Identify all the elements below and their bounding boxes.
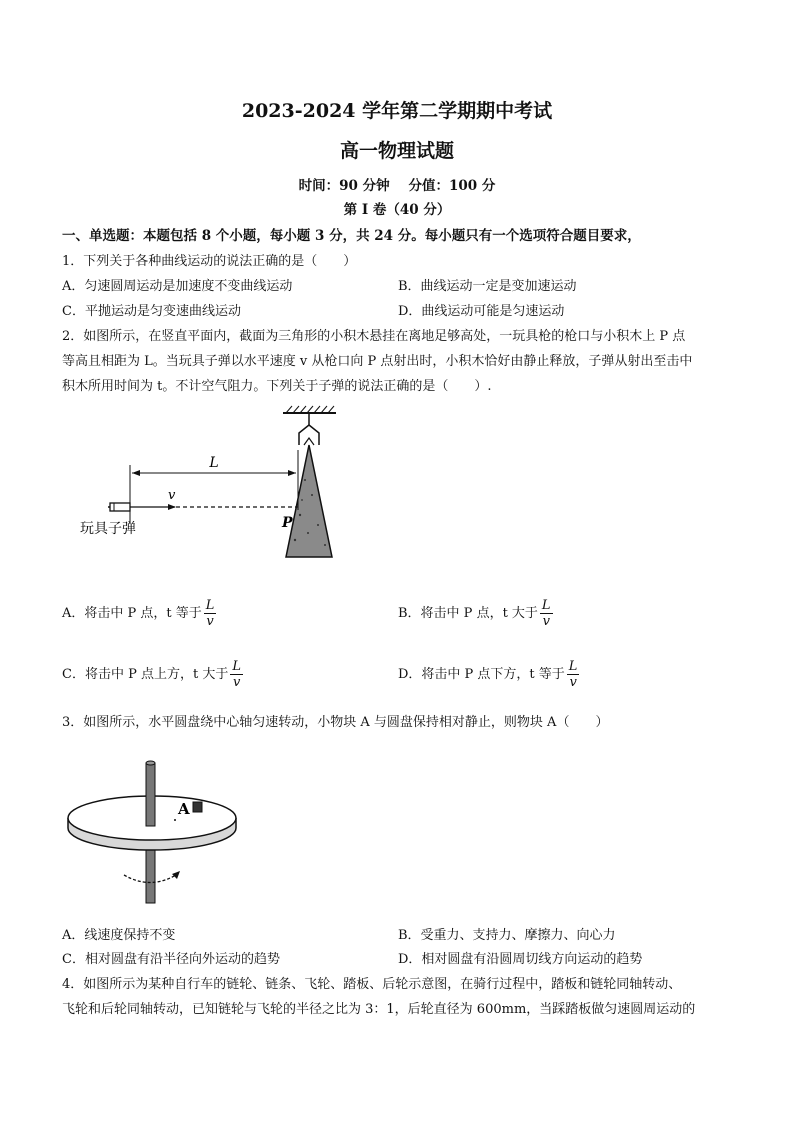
toy-gun-icon: [110, 503, 130, 511]
q2-figure: [80, 405, 350, 570]
q4-stem-line1: 4．如图所示为某种自行车的链轮、链条、飞轮、踏板、后轮示意图，在骑行过程中，踏板和链轮同轴转动、: [62, 977, 682, 992]
q2-option-c: C．将击中 P 点上方，t 大于 $\frac{L}{v}$: [62, 659, 241, 690]
q2-stem-line1: 2．如图所示，在竖直平面内，截面为三角形的小积木悬挂在离地足够高处，一玩具枪的枪口与小积木上 P 点: [62, 329, 686, 344]
q3-option-a: A．线速度保持不变: [62, 928, 176, 943]
q1-option-a: A．匀速圆周运动是加速度不变曲线运动: [62, 279, 293, 294]
q1-stem: 1．下列关于各种曲线运动的说法正确的是（ ）: [62, 254, 357, 269]
q2-stem-line3: 积木所用时间为 t。不计空气阻力。下列关于子弹的说法正确的是（ ）.: [62, 379, 492, 394]
exam-title: 2023-2024 学年第二学期期中考试: [241, 100, 553, 122]
triangle-block: [286, 445, 332, 557]
q4-stem-line2: 飞轮和后轮同轴转动，已知链轮与飞轮的半径之比为 3：1，后轮直径为 600mm，当踩踏板做匀速圆周运动的: [62, 1002, 696, 1017]
block-a: [193, 802, 202, 812]
q3-figure: [62, 758, 252, 908]
q1-option-b: B．曲线运动一定是变加速运动: [398, 279, 577, 294]
label-A: A: [178, 800, 190, 818]
fraction-l-over-v: $\frac{L}{v}$: [232, 659, 241, 690]
q2-option-a: A．将击中 P 点，t 等于 $\frac{L}{v}$: [62, 598, 215, 629]
q2-stem-line2: 等高且相距为 L。当玩具子弹以水平速度 v 从枪口向 P 点射出时，小积木恰好由静止释放，子弹从射出至击中: [62, 354, 693, 369]
label-toy-gun: 玩具子弹: [80, 521, 136, 537]
clamp-icon: [299, 425, 319, 445]
q2-option-d: D．将击中 P 点下方，t 等于 $\frac{L}{v}$: [398, 659, 578, 690]
label-P: P: [282, 515, 293, 531]
ceiling-hatching: [286, 406, 334, 413]
fraction-l-over-v: $\frac{L}{v}$: [541, 598, 551, 629]
exam-subtitle: 高一物理试题: [339, 140, 454, 162]
label-L: L: [209, 455, 219, 471]
q3-option-d: D．相对圆盘有沿圆周切线方向运动的趋势: [398, 952, 643, 967]
label-v: v: [168, 488, 176, 503]
q1-option-c: C．平抛运动是匀变速曲线运动: [62, 304, 241, 319]
section1-heading: 一、单选题：本题包括 8 个小题，每小题 3 分，共 24 分。每小题只有一个选项符合题目要求，: [62, 228, 641, 244]
q3-option-c: C．相对圆盘有沿半径向外运动的趋势: [62, 952, 280, 967]
time-score-info: 时间：90 分钟 分值：100 分: [298, 178, 496, 194]
fraction-l-over-v: $\frac{L}{v}$: [568, 659, 578, 690]
q1-option-d: D．曲线运动可能是匀速运动: [398, 304, 565, 319]
upper-shaft: [146, 763, 155, 826]
q2-option-b: B．将击中 P 点，t 大于 $\frac{L}{v}$: [398, 598, 551, 629]
volume-heading: 第 I 卷（40 分）: [343, 202, 451, 218]
fraction-l-over-v: $\frac{L}{v}$: [205, 598, 215, 629]
q3-stem: 3．如图所示，水平圆盘绕中心轴匀速转动，小物块 A 与圆盘保持相对静止，则物块 A（ ）: [62, 715, 609, 730]
lower-shaft: [146, 843, 155, 903]
q3-option-b: B．受重力、支持力、摩擦力、向心力: [398, 928, 616, 943]
